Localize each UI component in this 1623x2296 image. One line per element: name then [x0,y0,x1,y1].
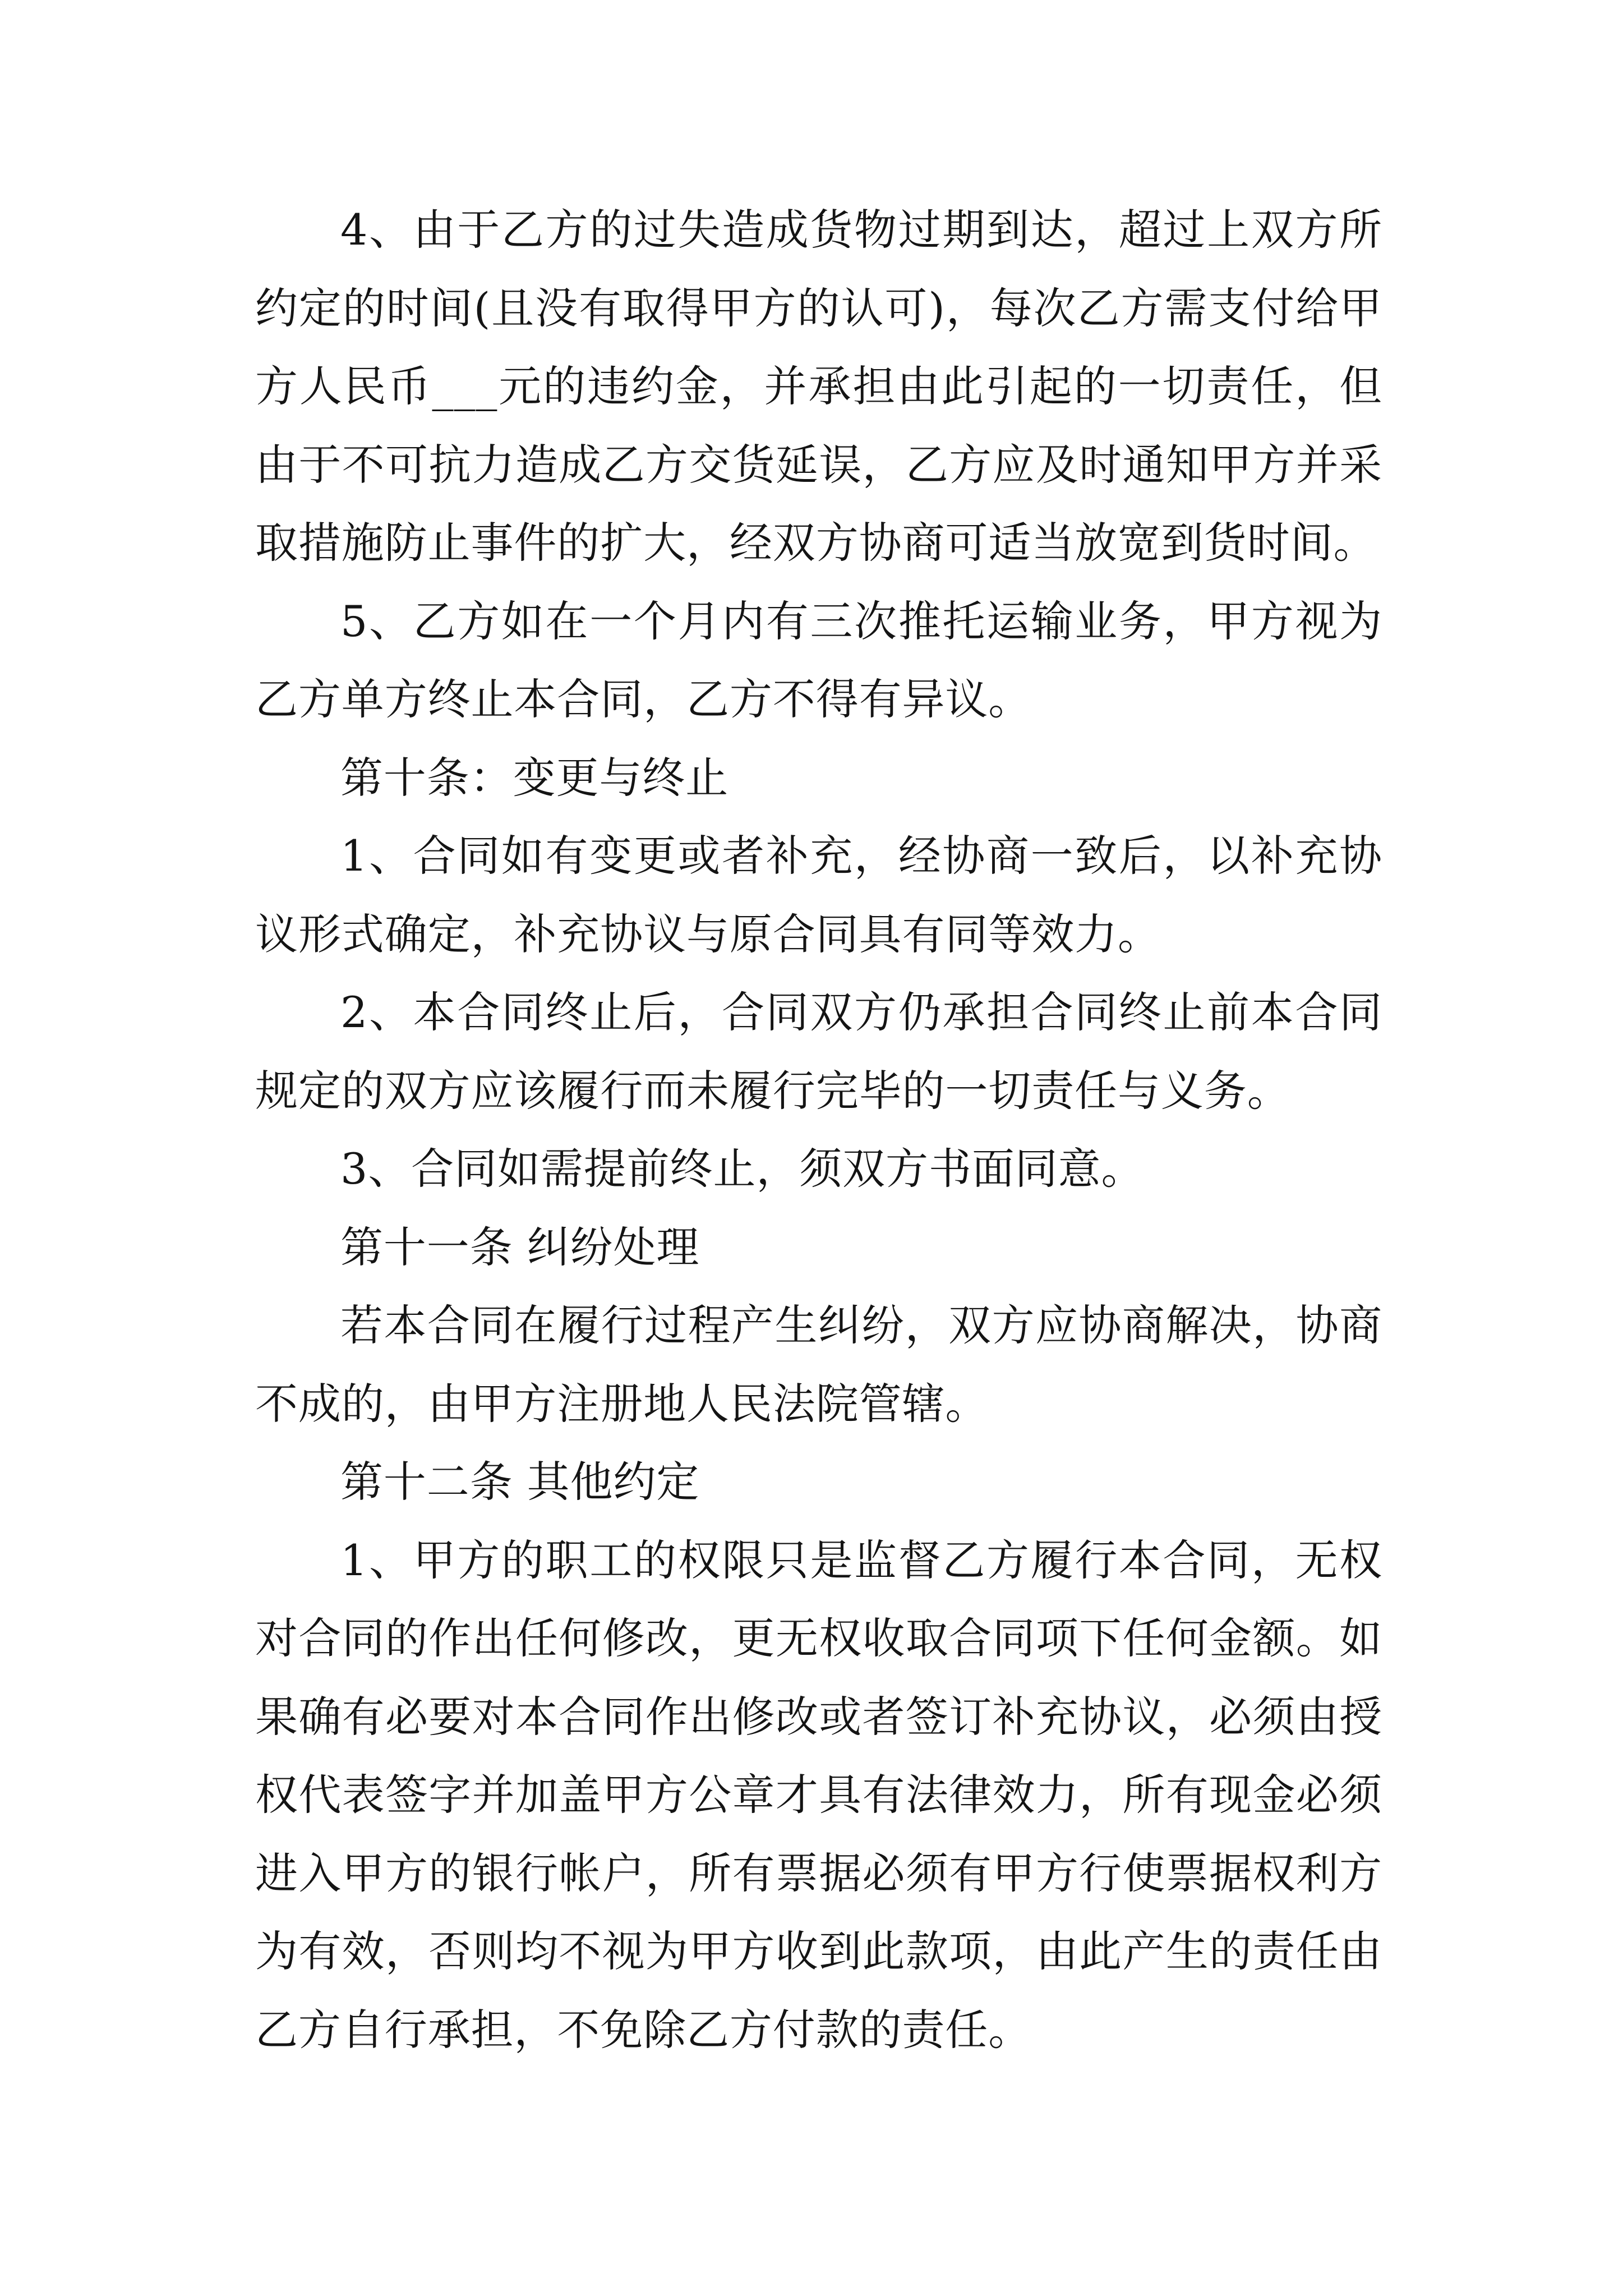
article-11-heading: 第十一条 纠纷处理 [340,1222,700,1272]
article-12-heading: 第十二条 其他约定 [340,1457,700,1507]
article-10-clause-2: 2、本合同终止后，合同双方仍承担合同终止前本合同规定的双方应该履行而未履行完毕的一切责任与义务。 [255,987,1382,1116]
article-10-clause-3: 3、合同如需提前终止，须双方书面同意。 [340,1144,1145,1194]
clause-4-late-delivery: 4、由于乙方的过失造成货物过期到达，超过上双方所约定的时间(且没有取得甲方的认可)，每次乙方需支付给甲方人民币___元的违约金，并承担由此引起的一切责任，但由于不可抗力造成乙方交货延误，乙方应及时通知甲方并采取措施防止事件的扩大，经双方协商可适当放宽到货时间。 [255,205,1382,568]
article-11-body: 若本合同在履行过程产生纠纷，双方应协商解决，协商不成的，由甲方注册地人民法院管辖。 [255,1300,1382,1429]
article-10-clause-1: 1、合同如有变更或者补充，经协商一致后，以补充协议形式确定，补充协议与原合同具有同等效力。 [255,831,1382,959]
article-10-heading: 第十条：变更与终止 [340,752,729,803]
article-12-clause-1: 1、甲方的职工的权限只是监督乙方履行本合同，无权对合同的作出任何修改，更无权收取合同项下任何金额。如果确有必要对本合同作出修改或者签订补充协议，必须由授权代表签字并加盖甲方公章才具有法律效力，所有现金必须进入甲方的银行帐户，所有票据必须有甲方行使票据权利方为有效，否则均不视为甲方收到此款项，由此产生的责任由乙方自行承担，不免除乙方付款的责任。 [255,1535,1382,2055]
clause-5-refusal: 5、乙方如在一个月内有三次推托运输业务，甲方视为乙方单方终止本合同，乙方不得有异议。 [255,596,1382,724]
contract-body [255,191,1382,2069]
